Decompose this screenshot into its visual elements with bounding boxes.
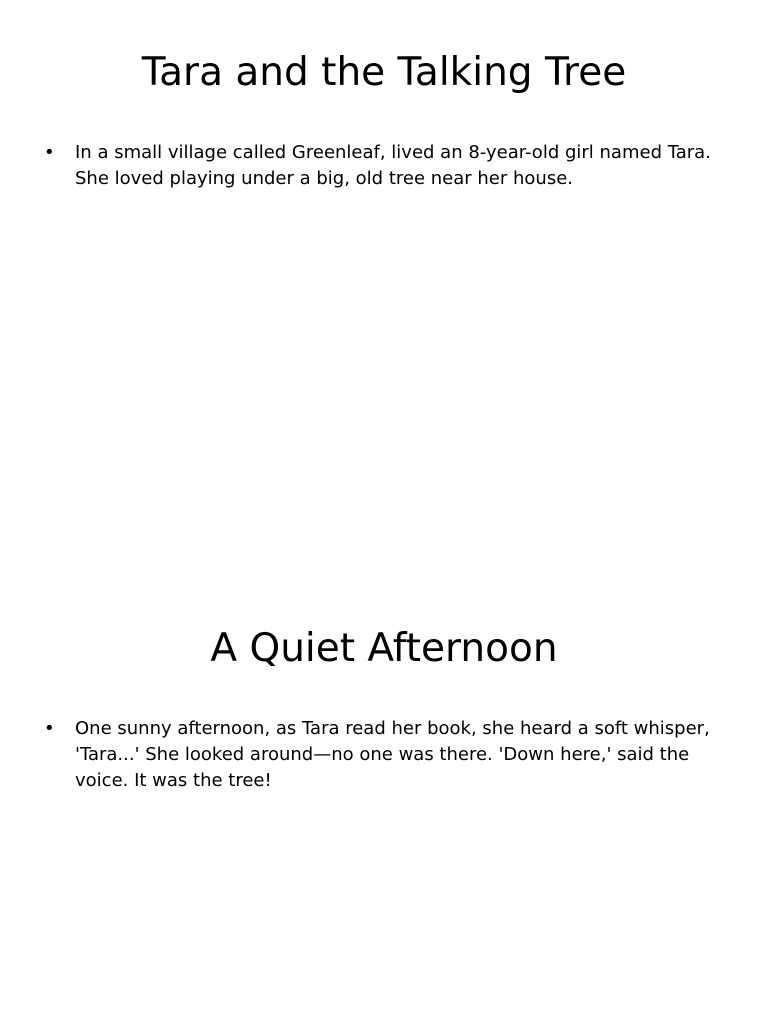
slide-2	[0, 576, 768, 1024]
bullet-icon: •	[44, 142, 55, 163]
bullet-icon: •	[44, 718, 55, 739]
bullet-list	[0, 716, 768, 794]
slide-title: A Quiet Afternoon	[210, 626, 558, 671]
bullet-item	[0, 140, 768, 192]
bullet-text: One sunny afternoon, as Tara read her book, she heard a soft whisper, 'Tara...' She looked around—no one was there. 'Down here,' said the voice. It was the tree!	[75, 718, 710, 791]
bullet-item	[0, 716, 768, 794]
slide-title: Tara and the Talking Tree	[141, 50, 627, 95]
bullet-text: In a small village called Greenleaf, lived an 8-year-old girl named Tara. She loved playing under a big, old tree near her house.	[75, 142, 711, 189]
bullet-list	[0, 140, 768, 192]
